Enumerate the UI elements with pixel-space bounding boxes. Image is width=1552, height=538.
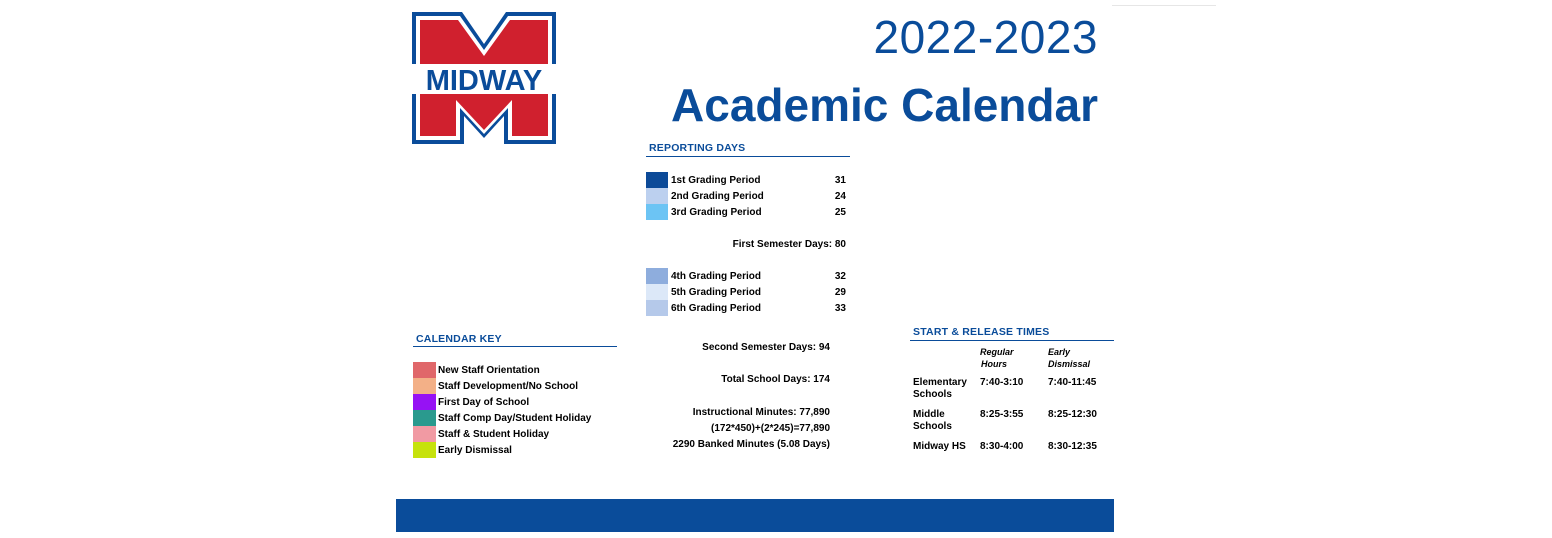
early-dismissal-header: Early Dismissal [1048,347,1091,369]
early-dismissal-time: 7:40-11:45 [1048,377,1097,388]
school-name-line: Midway HS [913,441,966,452]
banked-minutes: 2290 Banked Minutes (5.08 Days) [672,439,830,450]
top-divider [1112,5,1216,6]
footer-bar [396,499,1114,532]
midway-logo [412,12,556,144]
grading-period-row [646,172,848,188]
grading-period-label: 1st Grading Period [671,175,761,186]
calendar-key-rule [413,346,617,347]
calendar-key-swatch [413,394,436,410]
grading-period-label: 4th Grading Period [671,271,762,282]
calendar-key-swatch [413,410,436,426]
regular-hours-time: 7:40-3:10 [980,377,1024,388]
calendar-key-item [413,426,623,442]
second-semester-total: Second Semester Days: 94 [702,342,830,353]
calendar-key-item [413,362,623,378]
early-dismissal-time: 8:25-12:30 [1048,409,1097,420]
school-name [913,409,952,433]
regular-hours-time: 8:30-4:00 [980,441,1024,452]
grading-period-row [646,204,848,220]
grading-period-swatch [646,300,668,316]
calendar-key-item [413,410,623,426]
grading-period-row [646,284,848,300]
grading-period-days: 32 [834,271,846,282]
reporting-days-heading: REPORTING DAYS [649,142,746,154]
school-name-line: Schools [913,421,952,432]
grading-period-days: 29 [834,287,846,298]
calendar-key-label: Staff Development/No School [438,381,579,392]
grading-period-swatch [646,284,668,300]
grading-period-swatch [646,172,668,188]
grading-period-label: 6th Grading Period [671,303,762,314]
calendar-key-heading: CALENDAR KEY [416,333,502,345]
early-dismissal-time: 8:30-12:35 [1048,441,1097,452]
school-name-line: Schools [913,389,952,400]
regular-hours-time: 8:25-3:55 [980,409,1024,420]
school-name-line: Middle [913,409,945,420]
grading-period-label: 2nd Grading Period [671,191,764,202]
school-year: 2022-2023 [873,11,1098,63]
grading-period-row [646,268,848,284]
start-release-heading: START & RELEASE TIMES [913,326,1050,338]
logo-wordmark: MIDWAY [425,65,543,97]
calendar-key-label: New Staff Orientation [438,365,540,376]
calendar-key-item [413,378,623,394]
school-name [913,441,966,453]
reporting-days-rule [646,156,850,157]
grading-period-swatch [646,268,668,284]
school-name [913,377,967,401]
calendar-key-label: Early Dismissal [438,445,512,456]
calendar-key-swatch [413,442,436,458]
calendar-key-label: Staff Comp Day/Student Holiday [438,413,592,424]
grading-period-swatch [646,188,668,204]
calendar-key-label: Staff & Student Holiday [438,429,550,440]
grading-period-label: 3rd Grading Period [671,207,762,218]
page-title: Academic Calendar [671,79,1098,131]
regular-hours-header: Regular Hours [980,347,1014,369]
grading-period-label: 5th Grading Period [671,287,762,298]
grading-period-days: 25 [834,207,846,218]
calendar-key-swatch [413,426,436,442]
instructional-formula: (172*450)+(2*245)=77,890 [711,423,830,434]
grading-period-swatch [646,204,668,220]
school-name-line: Elementary [913,377,967,388]
grading-period-row [646,188,848,204]
calendar-key-item [413,442,623,458]
calendar-key-swatch [413,362,436,378]
start-release-rule [910,340,1114,341]
calendar-key-label: First Day of School [438,397,530,408]
grading-period-days: 31 [834,175,846,186]
total-school-days: Total School Days: 174 [721,374,830,385]
calendar-key-swatch [413,378,436,394]
grading-period-row [646,300,848,316]
instructional-minutes: Instructional Minutes: 77,890 [692,407,830,418]
grading-period-days: 33 [834,303,846,314]
first-semester-total: First Semester Days: 80 [732,239,846,250]
calendar-key-item [413,394,623,410]
grading-period-days: 24 [834,191,846,202]
